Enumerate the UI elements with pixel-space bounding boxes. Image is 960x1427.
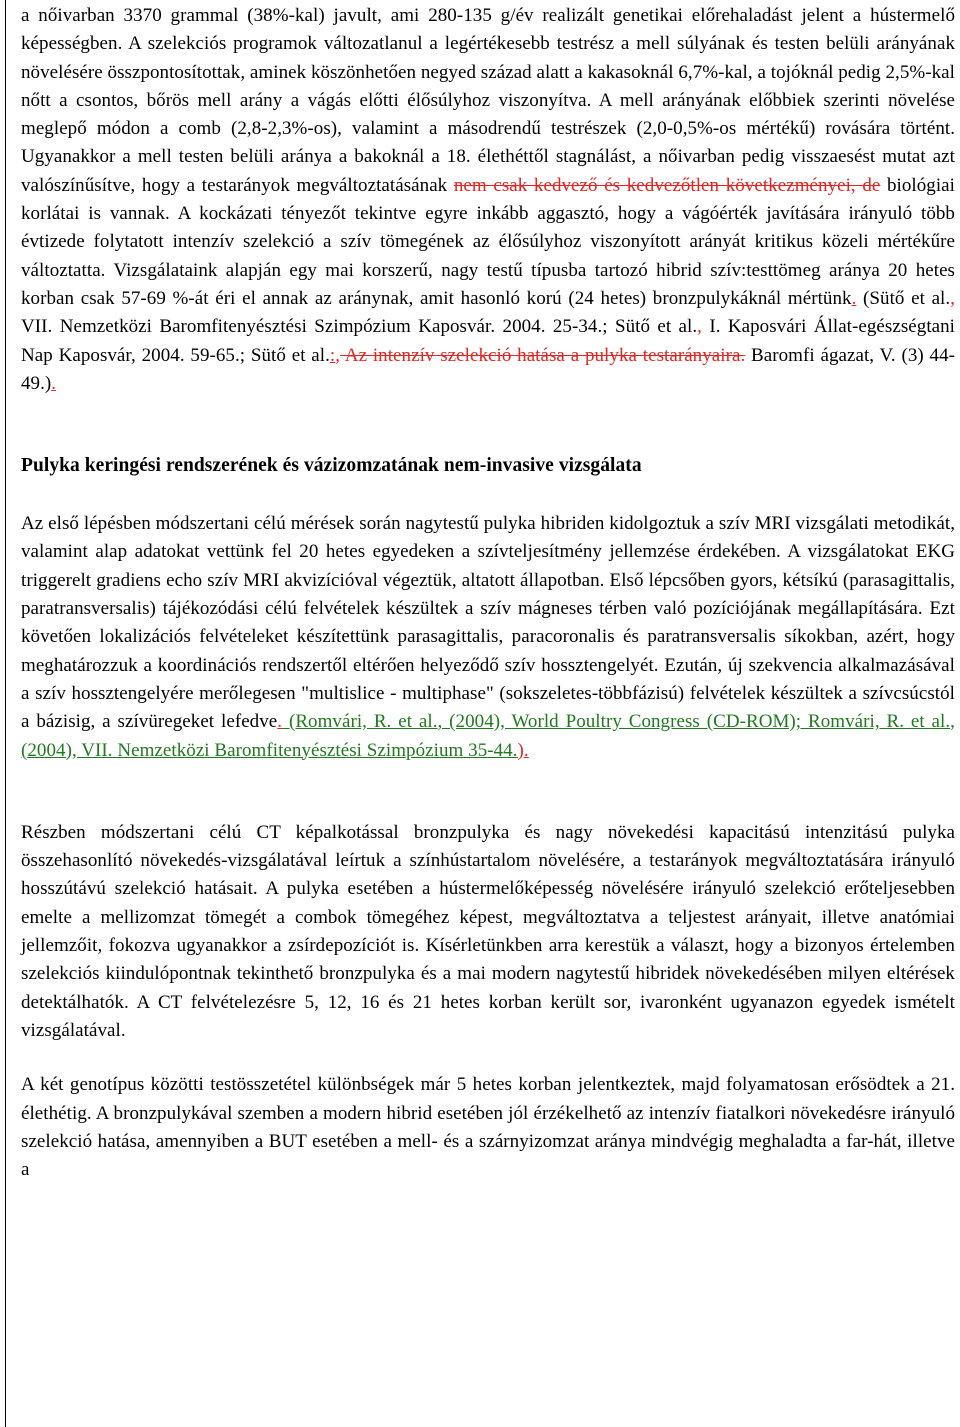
p1-text-b: biológiai korlátai is vannak. A kockázati tényezőt tekintve egyre inkább aggasztó, hogy a vágóérték javítására irányuló több évtizede folytatott intenzív szelekció a szív tömegének az élősúlyhoz viszonyított arányát kritikus közeli mértékűre változtatta. Vizsgálataink alapján egy mai korszerű, nagy testű típusba tartozó hibrid szív:testtömeg aránya 20 hetes korban csak 57-69 %-át éri el annak az aránynak, amit hasonló korú (24 hetes) bronzpulykáknál mértünk (21, 174, 955, 309)
p1-text-e: I. Kaposvári Állat-egészségtani Nap Kaposvár, 2004. 59-65.; Sütő et al. (21, 316, 956, 366)
section-heading: Pulyka keringési rendszerének és vázizomzatának nem-invasive vizsgálata (21, 455, 642, 477)
p1-text-f: Baromfi ágazat, V. (3) 44-49.) (21, 344, 956, 394)
paragraph-1 (21, 2, 955, 398)
p1-text-a: a nőivarban 3370 grammal (38%-kal) javult, ami 280-135 g/év realizált genetikai előrehaladást jelent a hústermelő képességben. A szelekciós programok változatlanul a legértékesebb testrész a mell súlyának és testen belüli arányának növelésére összpontosítottak, aminek köszönhetően negyed század alatt a kakasoknál 6,7%-kal, a tojóknál pedig 2,5%-kal nőtt a csontos, bőrös mell arány a vágás előtti élősúlyhoz viszonyítva. A mell arányának előbbiek szerinti növelése meglepő módon a comb (2,8-2,3%-os), valamint a másodrendű testrészek (2,0-0,5%-os mértékű) rovására történt. Ugyanakkor a mell testen belüli aránya a bakoknál a 18. élethéttől stagnálást, a nőivarban pedig visszaesést mutat azt valószínűsítve, hogy a testarányok megváltoztatásának (21, 5, 955, 196)
p1-insert-6: . (51, 372, 57, 394)
p2-citation-2: , (2004), World Poultry Congress (CD-ROM); Romvári, R. et al. (437, 711, 951, 733)
paragraph-4: A két genotípus közötti testösszetétel különbségek már 5 hetes korban jelentkeztek, majd folyamatosan erősödtek a 21. élethétig. A bronzpulykával szemben a modern hibrid esetében jól érzékelhető az intenzív fiatalkori növekedésre irányuló szelekció hatása, amennyiben a BUT esetében a mell- és a szárnyizomzat aránya mindvégig meghaladta a far-hát, illetve a (21, 1074, 955, 1181)
p1-insert-3: , (697, 316, 702, 338)
p1-insert-1: . (851, 287, 857, 309)
p2-citation-end: ). (517, 739, 529, 761)
p1-insert-4: : (329, 344, 336, 366)
p1-insert-2: , (950, 287, 955, 309)
p1-insert-5: , (335, 344, 341, 366)
p2-citation-1: (Romvári, R. et al. (282, 711, 438, 733)
p1-deleted-text-1: nem csak kedvező és kedvezőtlen következményei, de (453, 174, 881, 196)
p2-text-a: Az első lépésben módszertani célú mérések során nagytestű pulyka hibriden kidolgoztuk a szív MRI vizsgálati metodikát, valamint alap adatokat vettünk fel 20 hetes egyedeken a szívteljesítmény jellemzése érdekében. A vizsgálatokat EKG triggerelt gradiens echo szív MRI akvizícióval végeztük, altatott állapotban. Első lépcsőben gyors, kétsíkú (parasagittalis, paratransversalis) tájékozódási célú felvételek készültek a szív mágneses térben való pozíciójának megállapítására. Ezt követően lokalizációs felvételeket készítettünk parasagittalis, paracoronalis és paratransversalis síkokban, azért, hogy meghatározzuk a koordinációs rendszertől eltérően helyeződő szív hossztengelyét. Ezután, új szekvencia alkalmazásával a szív hossztengelyére merőlegesen "multislice - multiphase" (sokszeletes-többfázisú) felvételek készültek a szívcsúcstól a bázisig, a szívüregeket lefedve (21, 513, 955, 733)
p2-citation-3: , (2004), VII. Nemzetközi Baromfitenyésztési Szimpózium 35-44. (21, 711, 955, 761)
p1-text-d: VII. Nemzetközi Baromfitenyésztési Szimpózium Kaposvár. 2004. 25-34.; Sütő et al. (21, 316, 698, 338)
p1-deleted-text-2: Az intenzív szelekció hatása a pulyka testarányaira. (340, 344, 746, 366)
p1-text-c: (Sütő et al. (856, 287, 951, 309)
document-page (21, 0, 955, 1184)
change-bar (5, 0, 6, 1427)
paragraph-3: Részben módszertani célú CT képalkotással bronzpulyka és nagy növekedési kapacitású intenzitású pulyka összehasonlító növekedés-vizsgálatával leírtuk a színhústartalom növelésére, a testarányok megváltoztatására irányuló hosszútávú szelekció hatásait. A pulyka esetében a hústermelőképesség növelésére irányuló szelekció erőteljesebben emelte a mellizomzat tömegét a combok tömegéhez képest, megváltoztatva a teljestest arányait, illetve anatómiai jellemzőit, fokozva ugyanakkor a zsírdepozíciót is. Kísérletünkben arra kerestük a választ, hogy a bizonyos értelemben szelekciós kiindulópontnak tekinthető bronzpulyka és a mai modern nagytestű hibridek növekedésében milyen eltérések detektálhatók. A CT felvételezésre 5, 12, 16 és 21 hetes korban került sor, ivaronként ugyanazon egyedek ismételt vizsgálatával. (21, 821, 955, 1041)
p2-insert-1: . (277, 711, 283, 733)
paragraph-2 (21, 510, 955, 765)
